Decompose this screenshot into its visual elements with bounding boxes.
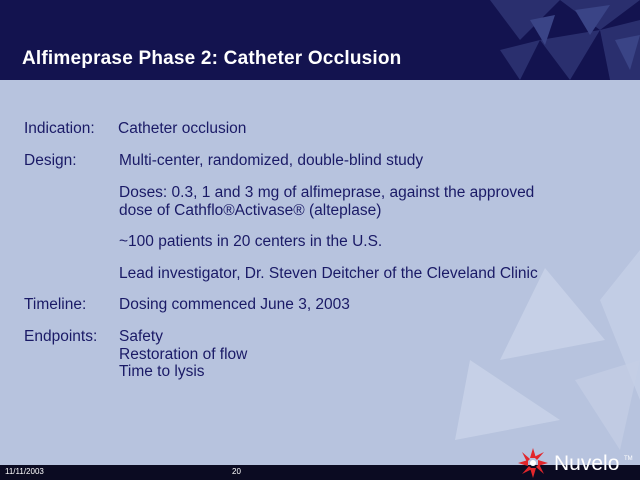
row-text: Time to lysis: [119, 363, 205, 380]
logo-trademark: TM: [624, 456, 633, 462]
page-number: 20: [232, 467, 241, 476]
row-text: Lead investigator, Dr. Steven Deitcher of the Cleveland Clinic: [119, 265, 538, 282]
row-text: Restoration of flow: [119, 346, 248, 363]
row-label: Indication:: [24, 120, 95, 137]
footer-date: 11/11/2003: [5, 467, 44, 476]
row-label: Endpoints:: [24, 328, 98, 345]
row-text: Multi-center, randomized, double-blind study: [119, 152, 424, 169]
row-text: dose of Cathflo®Activase® (alteplase): [119, 202, 382, 219]
slide-title: Alfimeprase Phase 2: Catheter Occlusion: [22, 48, 402, 69]
row-text: Safety: [119, 328, 163, 345]
row-label: Design:: [24, 152, 77, 169]
row-label: Timeline:: [24, 296, 87, 313]
nuvelo-star-logo-icon: [516, 446, 550, 480]
row-text: ~100 patients in 20 centers in the U.S.: [119, 233, 383, 250]
nuvelo-logo: [516, 446, 632, 480]
row-text: Dosing commenced June 3, 2003: [119, 296, 350, 313]
logo-text: Nuvelo: [554, 452, 620, 475]
row-text: Catheter occlusion: [118, 120, 247, 137]
row-text: Doses: 0.3, 1 and 3 mg of alfimeprase, against the approved: [119, 184, 535, 201]
